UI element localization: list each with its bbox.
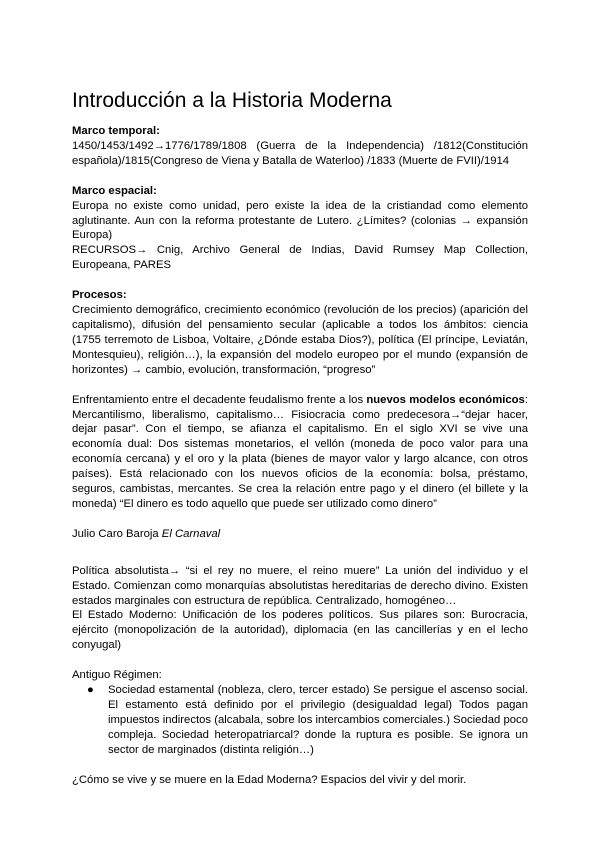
politica-text: Política absolutista→ “si el rey no muere, el reino muere” La unión del individuo y el Estado. Comienzan como monarquías absolutistas hereditarias de derecho divino. Existen estados marginales con estructura de república. Centralizado, homogéneo… [72,564,528,607]
marco-espacial-heading: Marco espacial: [72,184,157,197]
reference-line [72,527,528,542]
enfrentamiento-text-start: Enfrentamiento entre el decadente feudalismo frente a los [72,393,367,406]
estado-moderno-text: El Estado Moderno: Unificación de los poderes políticos. Sus pilares son: Burocracia, ejército (monopolización de la autoridad), diplomacia (en las cancillerías y en el lecho conyugal) [72,609,528,652]
enfrentamiento-bold: nuevos modelos económicos [366,393,525,406]
enfrentamiento-text-end: : Mercantilismo, liberalismo, capitalismo… Fisiocracia como predecesora→“dejar hacer, dejar pasar”. Con el tiempo, se afianza el capitalismo. En el siglo XVI se vive una economía dual: Dos sistemas monetarios, el vellón (moneda de poco valor para una economía cercana) y el oro y la plata (bienes de mayor valor y largo alcance, con otros países). Está relacionado con los nuevos oficios de la economía: bolsa, préstamo, seguros, cambistas, mercantes. Se crea la relación entre pago y el dinero (el billete y la moneda) “El dinero es todo aquello que puede ser utilizado como dinero” [72,393,528,510]
procesos-text: Crecimiento demográfico, crecimiento económico (revolución de los precios) (aparición del capitalismo), difusión del pensamiento secular (aplicable a todos los ámbitos: ciencia (1755 terremoto de Lisboa, Voltaire, ¿Dónde estaba Dios?), política (El príncipe, Leviatán, Montesquieu), religión…), la expansión del modelo europeo por el mundo (expansión de horizontes) → cambio, evolución, transformación, “progreso” [72,304,528,376]
marco-temporal-text: 1450/1453/1492→1776/1789/1808 (Guerra de la Independencia) /1812(Constitución española)/1815(Congreso de Viena y Batalla de Waterloo) /1833 (Muerte de FVII)/1914 [72,139,528,167]
reference-author: Julio Caro Baroja [72,527,162,540]
marco-temporal-heading: Marco temporal: [72,125,160,137]
marco-espacial-text: Europa no existe como unidad, pero existe la idea de la cristiandad como elemento aglutinante. Aun con la reforma protestante de Lutero. ¿Límites? (colonias → expansión Europa) [72,199,528,242]
list-item [87,683,528,758]
antiguo-regimen-heading: Antiguo Régimen: [72,669,162,682]
reference-work: El Carnaval [161,527,221,540]
document-page [72,88,528,788]
bullet-icon: ● [87,684,94,697]
enfrentamiento-paragraph [72,393,528,512]
list-item-text: Sociedad estamental (nobleza, clero, tercer estado) Se persigue el ascenso social. El estamento está definido por el privilegio (desigualdad legal) Todos pagan impuestos indirectos (alcabala, sobre los intercambios comerciales.) Sociedad poco compleja. Sociedad heteropatriarcal? donde la ruptura es posible. Se ignora un sector de marginados (distinta religión…) [108,684,528,756]
antiguo-regimen-list [72,683,528,758]
closing-question: ¿Cómo se vive y se muere en la Edad Moderna? Espacios del vivir y del morir. [72,773,467,786]
recursos-text: RECURSOS→ Cnig, Archivo General de Indias, David Rumsey Map Collection, Europeana, PARES [72,244,528,272]
procesos-heading: Procesos: [72,289,127,302]
document-title: Introducción a la Historia Moderna [72,89,392,112]
